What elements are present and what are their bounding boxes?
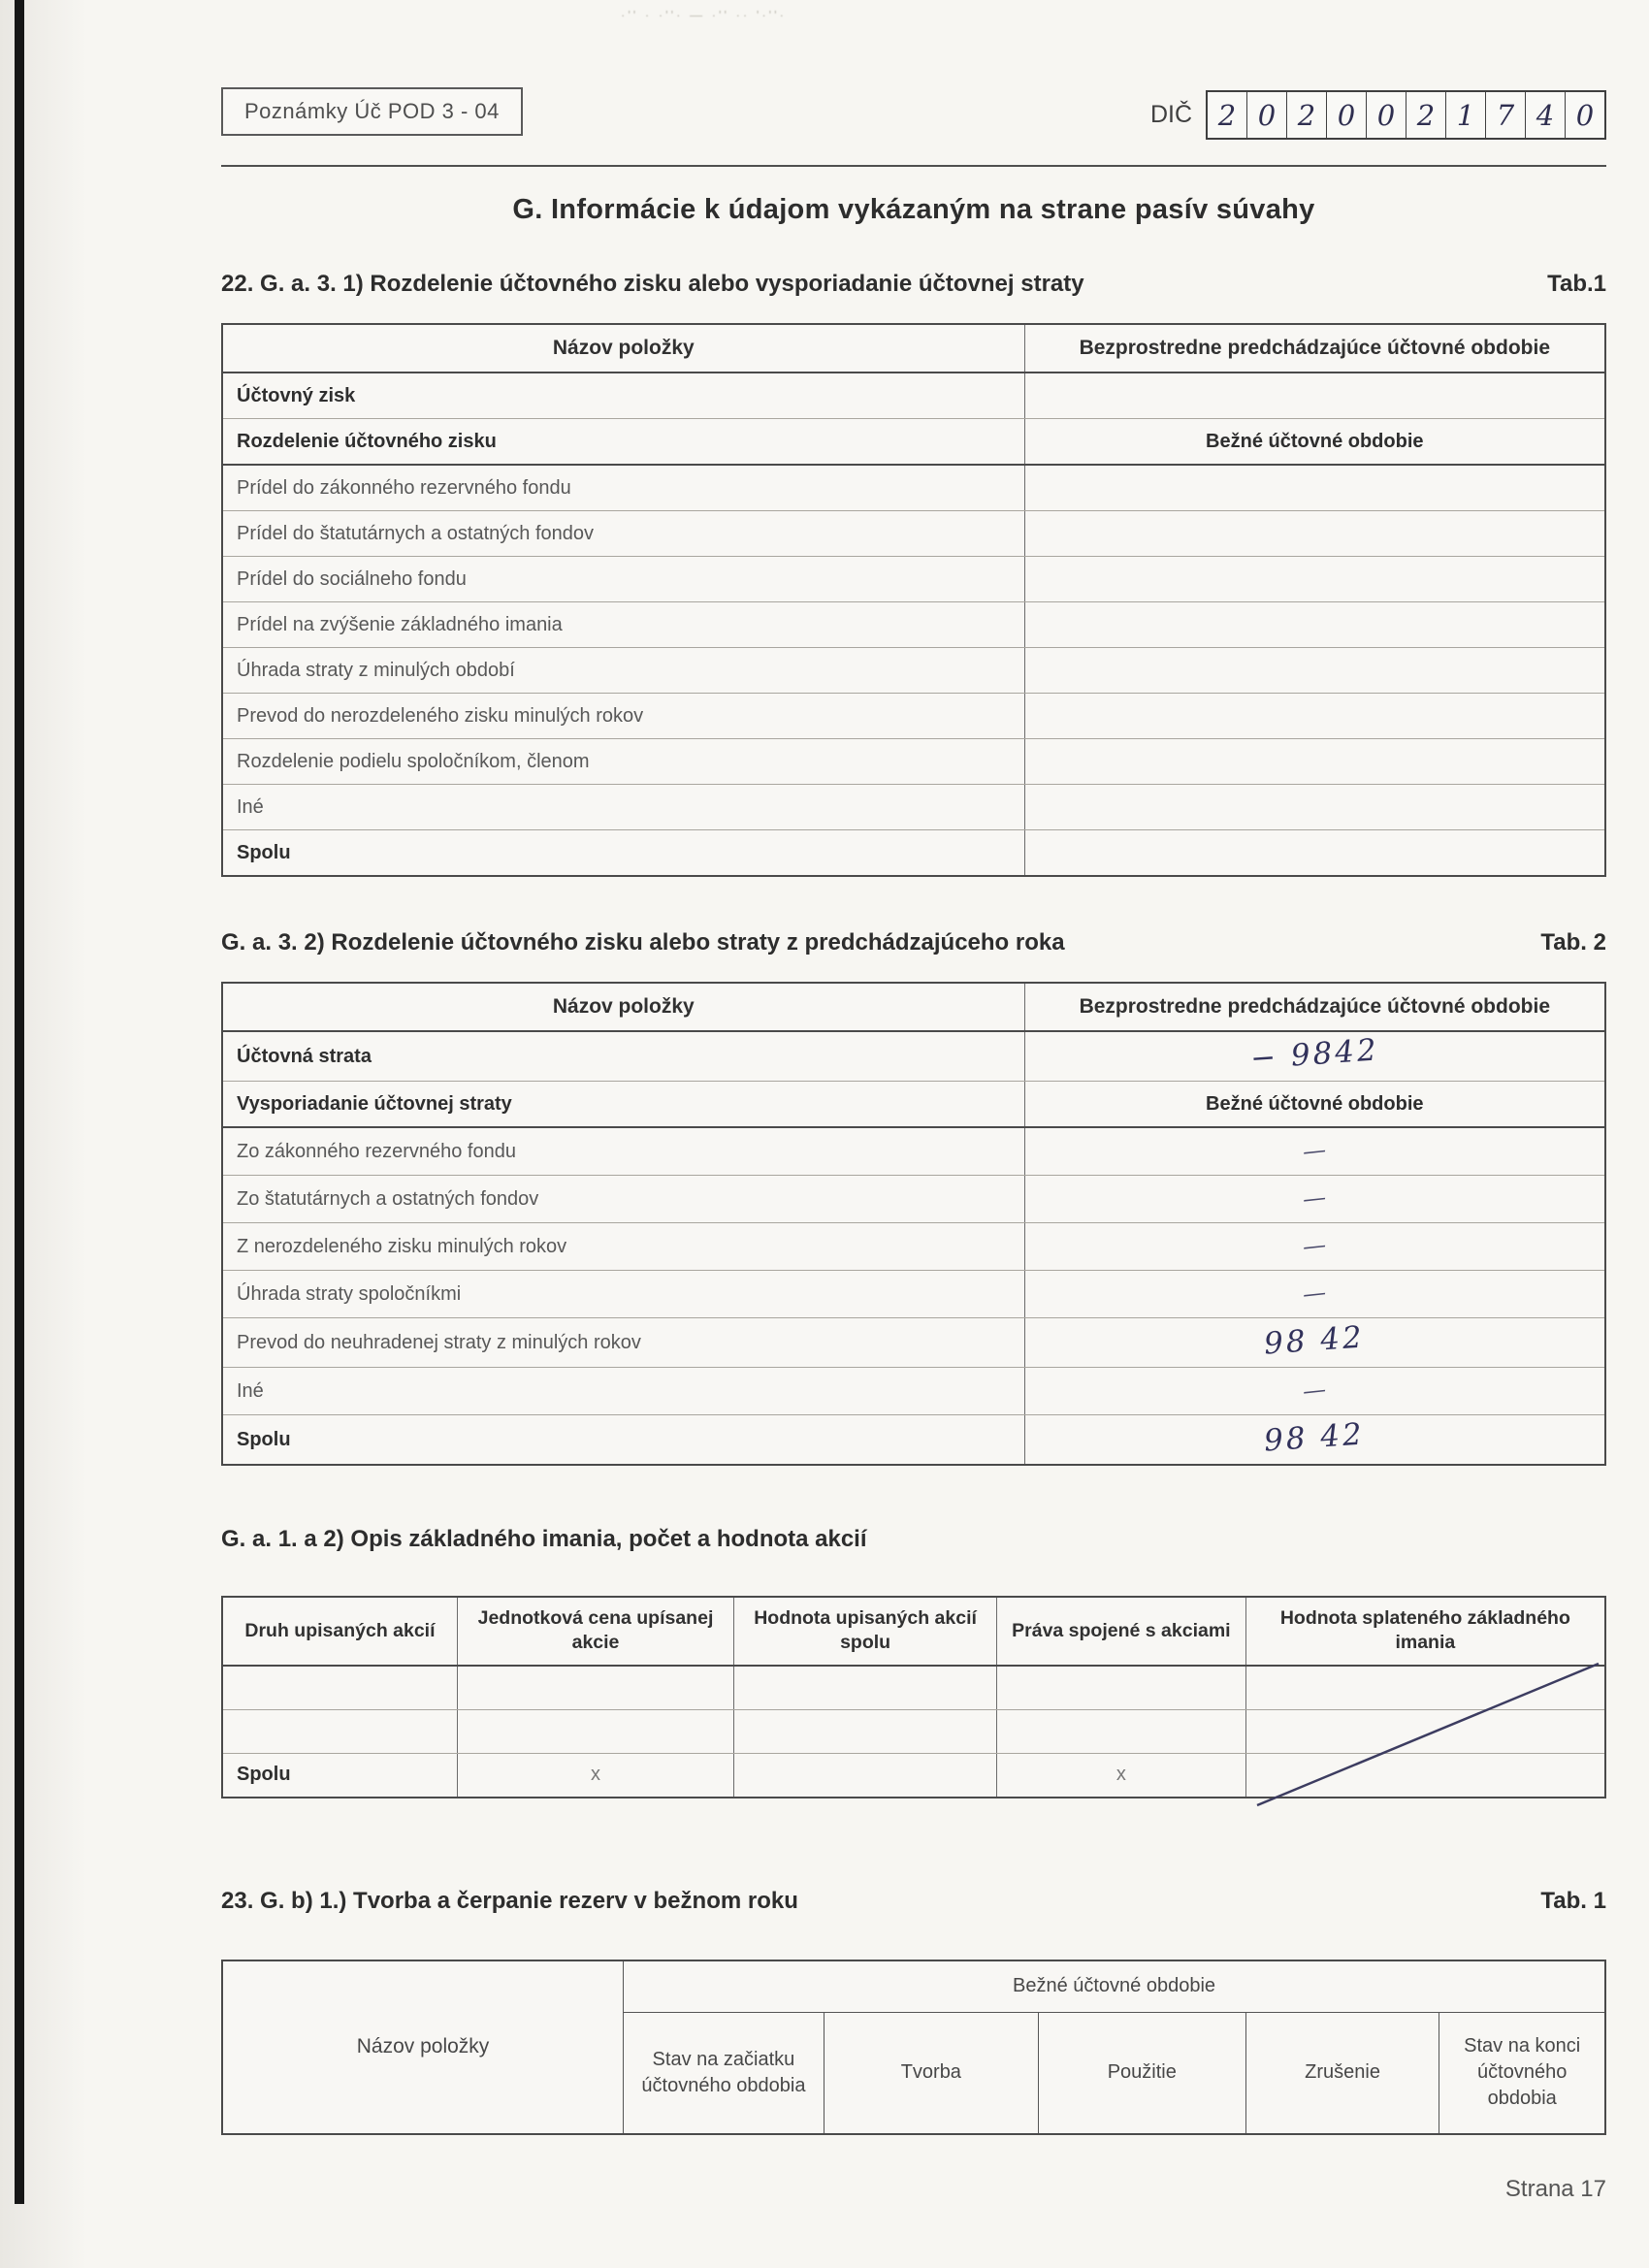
header-rule xyxy=(221,165,1606,167)
row-label: Iné xyxy=(222,785,1024,830)
column-header-share-type: Druh upisaných akcií xyxy=(222,1597,457,1666)
loss-settlement-table xyxy=(221,982,1606,1466)
row-label: Účtovný zisk xyxy=(222,373,1024,419)
table-row xyxy=(222,1082,1605,1128)
table-row xyxy=(222,557,1605,602)
empty-cell xyxy=(997,1666,1246,1710)
table-row xyxy=(222,1368,1605,1415)
scan-edge-strip xyxy=(15,0,24,2204)
row-value xyxy=(1024,602,1605,648)
table-row xyxy=(222,1031,1605,1082)
dic-digit: 2 xyxy=(1406,92,1445,138)
column-header-item-name: Názov položky xyxy=(222,983,1024,1031)
row-value xyxy=(1024,1031,1605,1082)
section2-heading: G. a. 3. 2) Rozdelenie účtovného zisku alebo straty z predchádzajúceho roka xyxy=(221,929,1065,956)
row-value xyxy=(1024,1368,1605,1415)
section1-heading: 22. G. a. 3. 1) Rozdelenie účtovného zisku alebo vysporiadanie účtovnej straty xyxy=(221,271,1084,297)
dic-label: DIČ xyxy=(1149,101,1192,128)
share-capital-table xyxy=(221,1596,1606,1798)
row-label: Z nerozdeleného zisku minulých rokov xyxy=(222,1223,1024,1271)
dic-digit: 1 xyxy=(1445,92,1485,138)
table-row xyxy=(222,1753,1605,1798)
section4-tab-label: Tab. 1 xyxy=(1540,1887,1606,1914)
row-label: Vysporiadanie účtovnej straty xyxy=(222,1082,1024,1128)
handwritten-value: 98 42 xyxy=(1263,1416,1367,1459)
dic-digit: 0 xyxy=(1326,92,1366,138)
dic-digit: 0 xyxy=(1246,92,1286,138)
column-header-paid-capital: Hodnota splateného základného imania xyxy=(1245,1597,1605,1666)
table-header-row xyxy=(222,983,1605,1031)
row-label: Zo zákonného rezervného fondu xyxy=(222,1127,1024,1176)
page-content xyxy=(221,87,1606,2203)
row-label: Spolu xyxy=(237,842,291,863)
row-label: Rozdelenie podielu spoločníkom, členom xyxy=(222,739,1024,785)
row-label: Prídel do sociálneho fondu xyxy=(222,557,1024,602)
table-row xyxy=(222,1223,1605,1271)
column-header-item-name: Názov položky xyxy=(222,324,1024,373)
column-header-opening-balance: Stav na začiatku účtovného obdobia xyxy=(624,2012,824,2134)
row-value: Bežné účtovné obdobie xyxy=(1024,419,1605,466)
empty-cell xyxy=(222,1709,457,1753)
dic-digit: 7 xyxy=(1485,92,1525,138)
table-row xyxy=(222,830,1605,877)
empty-cell xyxy=(457,1709,733,1753)
handwritten-dash: — xyxy=(1301,1375,1328,1406)
row-label: Účtovná strata xyxy=(222,1031,1024,1082)
dic-digit: 0 xyxy=(1366,92,1406,138)
row-value xyxy=(1024,1271,1605,1318)
dic-digit: 2 xyxy=(1217,98,1237,132)
dic-digit: 2 xyxy=(1286,92,1326,138)
row-label: Spolu xyxy=(237,1429,291,1450)
form-id-box: Poznámky Úč POD 3 - 04 xyxy=(221,87,523,136)
table-row xyxy=(222,1127,1605,1176)
row-label: Rozdelenie účtovného zisku xyxy=(222,419,1024,466)
row-value xyxy=(1024,373,1605,419)
share-capital-table-wrap xyxy=(221,1596,1606,1798)
row-value xyxy=(1024,648,1605,694)
row-label: Prevod do nerozdeleného zisku minulých rokov xyxy=(222,694,1024,739)
column-header-closing-balance: Stav na konci účtovného obdobia xyxy=(1439,2012,1605,2134)
scan-smudge: ·'' · ·''· — ·'' ·· '·''· xyxy=(621,8,787,22)
section3-heading: G. a. 1. a 2) Opis základného imania, počet a hodnota akcií xyxy=(221,1526,867,1552)
table-header-row xyxy=(222,1597,1605,1666)
table-row xyxy=(222,1709,1605,1753)
table-row xyxy=(222,1176,1605,1223)
empty-cell xyxy=(222,1666,457,1710)
table-row xyxy=(222,511,1605,557)
column-header-prior-period: Bezprostredne predchádzajúce účtovné obdobie xyxy=(1024,983,1605,1031)
dic-digit: 0 xyxy=(1565,92,1604,138)
column-header-cancellation: Zrušenie xyxy=(1245,2012,1439,2134)
table-header-row xyxy=(222,324,1605,373)
empty-cell xyxy=(457,1666,733,1710)
page-title: G. Informácie k údajom vykázaným na strane pasív súvahy xyxy=(512,194,1315,225)
row-value xyxy=(1024,1176,1605,1223)
row-label: Prídel do zákonného rezervného fondu xyxy=(222,465,1024,511)
handwritten-value: 98 42 xyxy=(1263,1319,1367,1362)
empty-cell xyxy=(997,1709,1246,1753)
reserves-table xyxy=(221,1960,1606,2135)
row-label: Prídel na zvýšenie základného imania xyxy=(222,602,1024,648)
handwritten-dash: — xyxy=(1301,1278,1328,1309)
section2-tab-label: Tab. 2 xyxy=(1540,929,1606,956)
column-header-unit-price: Jednotková cena upísanej akcie xyxy=(457,1597,733,1666)
column-header-total-value: Hodnota upisaných akcií spolu xyxy=(734,1597,997,1666)
column-header-use: Použitie xyxy=(1038,2012,1245,2134)
page-number: Strana 17 xyxy=(1504,2175,1606,2202)
handwritten-dash: — xyxy=(1301,1230,1328,1261)
empty-cell xyxy=(1245,1753,1605,1798)
profit-distribution-table xyxy=(221,323,1606,877)
row-value xyxy=(1024,1318,1605,1368)
row-label: Zo štatutárnych a ostatných fondov xyxy=(222,1176,1024,1223)
row-label: Prevod do neuhradenej straty z minulých rokov xyxy=(222,1318,1024,1368)
row-value xyxy=(1024,739,1605,785)
row-value xyxy=(1024,511,1605,557)
table-row xyxy=(222,739,1605,785)
table-row xyxy=(222,419,1605,466)
table-row xyxy=(222,694,1605,739)
table-row xyxy=(222,1318,1605,1368)
table-row xyxy=(222,1666,1605,1710)
column-header-rights: Práva spojené s akciami xyxy=(997,1597,1246,1666)
row-value xyxy=(1024,785,1605,830)
column-header-current-period: Bežné účtovné obdobie xyxy=(624,1960,1605,2013)
form-header xyxy=(221,87,1606,140)
table-row xyxy=(222,785,1605,830)
table-header-row xyxy=(222,1960,1605,2013)
section4-heading-row xyxy=(221,1888,1606,1915)
row-value xyxy=(1024,1127,1605,1176)
section1-tab-label: Tab.1 xyxy=(1547,271,1606,297)
empty-cell xyxy=(1245,1666,1605,1710)
dic-digit-boxes xyxy=(1206,90,1606,140)
row-value xyxy=(1024,557,1605,602)
table-row xyxy=(222,602,1605,648)
handwritten-value: − 9842 xyxy=(1248,1032,1380,1077)
x-mark: x xyxy=(457,1753,733,1798)
row-value xyxy=(1024,1223,1605,1271)
section2-heading-row xyxy=(221,929,1606,956)
table-row xyxy=(222,1271,1605,1318)
empty-cell xyxy=(1245,1709,1605,1753)
column-header-item-name: Názov položky xyxy=(222,1960,624,2134)
table-row xyxy=(222,465,1605,511)
row-label: Úhrada straty spoločníkmi xyxy=(222,1271,1024,1318)
empty-cell xyxy=(734,1753,997,1798)
table-row xyxy=(222,1415,1605,1466)
handwritten-dash: — xyxy=(1301,1135,1328,1166)
section4-heading: 23. G. b) 1.) Tvorba a čerpanie rezerv v bežnom roku xyxy=(221,1887,798,1914)
dic-field xyxy=(1150,90,1606,140)
handwritten-dash: — xyxy=(1301,1183,1328,1214)
row-value: Bežné účtovné obdobie xyxy=(1024,1082,1605,1128)
row-value xyxy=(1024,830,1605,877)
row-value xyxy=(1024,465,1605,511)
table-row xyxy=(222,373,1605,419)
empty-cell xyxy=(734,1666,997,1710)
section3-heading-row xyxy=(221,1526,1606,1553)
row-label: Úhrada straty z minulých období xyxy=(222,648,1024,694)
row-label: Prídel do štatutárnych a ostatných fondov xyxy=(222,511,1024,557)
row-value xyxy=(1024,1415,1605,1466)
section1-heading-row xyxy=(221,271,1606,298)
row-label: Spolu xyxy=(237,1764,291,1786)
row-value xyxy=(1024,694,1605,739)
table-row xyxy=(222,648,1605,694)
empty-cell xyxy=(734,1709,997,1753)
row-label: Iné xyxy=(222,1368,1024,1415)
column-header-creation: Tvorba xyxy=(824,2012,1038,2134)
dic-digit: 4 xyxy=(1525,92,1565,138)
column-header-prior-period: Bezprostredne predchádzajúce účtovné obdobie xyxy=(1024,324,1605,373)
x-mark: x xyxy=(997,1753,1246,1798)
